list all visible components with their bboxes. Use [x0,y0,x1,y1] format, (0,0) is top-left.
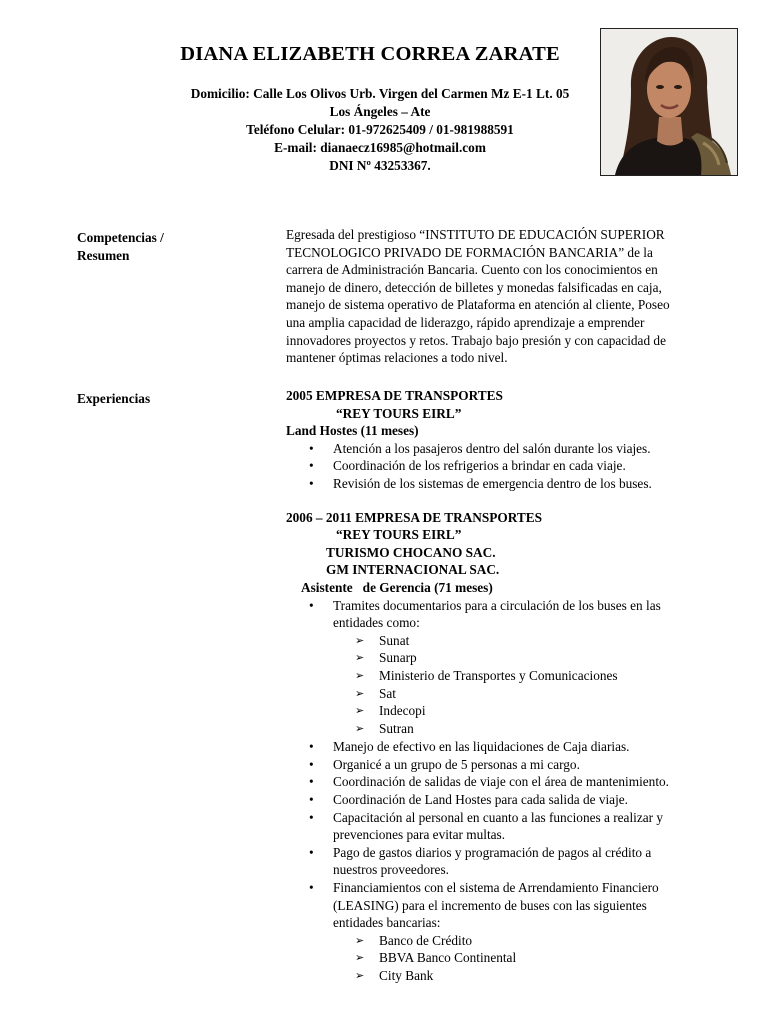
list-item: • Financiamientos con el sistema de Arrendamiento Financiero (LEASING) para el incremento de buses con las siguientes entidades bancarias: [286,879,696,932]
list-item: • Manejo de efectivo en las liquidaciones de Caja diarias. [286,738,696,756]
job-role: Asistente de Gerencia (71 meses) [301,579,493,595]
list-item: • Organicé a un grupo de 5 personas a mi cargo. [286,756,696,774]
list-item: • Coordinación de los refrigerios a brindar en cada viaje. [286,457,696,475]
summary-line: carrera de Administración Bancaria. Cuento con los conocimientos en [286,262,658,278]
contact-block [150,85,610,175]
experiencias-label: Experiencias [77,391,151,406]
duties-list [286,738,696,932]
banks-list [286,932,696,985]
list-item: • Revisión de los sistemas de emergencia dentro de los buses. [286,475,696,493]
list-item: • Capacitación al personal en cuanto a las funciones a realizar y prevenciones para evitar multas. [286,809,696,844]
list-item: ➢ Sunat [286,632,696,650]
list-item: ➢ BBVA Banco Continental [286,949,696,967]
summary-line: TECNOLOGICO PRIVADO DE FORMACIÓN BANCARIA” de la [286,244,653,260]
list-item: ➢ Sat [286,685,696,703]
list-item: • Coordinación de salidas de viaje con el área de mantenimiento. [286,773,696,791]
portrait-illustration [601,29,737,175]
address-line: Domicilio: Calle Los Olivos Urb. Virgen del Carmen Mz E-1 Lt. 05 [190,86,570,101]
list-item: ➢ Indecopi [286,702,696,720]
company-name: “REY TOURS EIRL” [336,527,462,543]
experience-heading: 2006 – 2011 EMPRESA DE TRANSPORTES [286,509,543,525]
list-item: • Atención a los pasajeros dentro del salón durante los viajes. [286,440,696,458]
summary-line: mantener óptimas relaciones a todo nivel. [286,350,508,366]
email-line: E-mail: dianaecz16985@hotmail.com [274,140,486,155]
duties-list [286,597,696,632]
phone-line: Teléfono Celular: 01-972625409 / 01-981988591 [246,122,514,137]
company-name: “REY TOURS EIRL” [336,405,462,421]
experience-list [286,387,696,985]
district-line: Los Ángeles – Ate [329,104,431,119]
list-item: • Coordinación de Land Hostes para cada salida de viaje. [286,791,696,809]
list-item: ➢ Sunarp [286,649,696,667]
dni-line: DNI Nº 43253367. [329,158,431,173]
competencias-label: Competencias / Resumen [77,230,164,263]
summary-line: innovadores proyectos y retos. Trabajo bajo presión y con capacidad de [286,332,666,348]
list-item: • Pago de gastos diarios y programación de pagos al crédito a nuestros proveedores. [286,844,696,879]
company-name: GM INTERNACIONAL SAC. [326,562,500,578]
list-item: ➢ Ministerio de Transportes y Comunicaciones [286,667,696,685]
list-item: • Tramites documentarios para a circulación de los buses en las entidades como: [286,597,696,632]
company-name: TURISMO CHOCANO SAC. [326,544,496,560]
job-role: Land Hostes (11 meses) [286,423,419,439]
list-item: ➢ Sutran [286,720,696,738]
list-item: ➢ City Bank [286,967,696,985]
candidate-name: DIANA ELIZABETH CORREA ZARATE [180,43,560,65]
entities-list [286,632,696,738]
summary-line: una amplia capacidad de liderazgo, rápido aprendizaje a emprender [286,314,645,330]
experience-heading: 2005 EMPRESA DE TRANSPORTES [286,388,503,403]
summary-line: manejo de sistema operativo de Plataforma en atención al cliente, Poseo [286,297,670,313]
summary-line: Egresada del prestigioso “INSTITUTO DE EDUCACIÓN SUPERIOR [286,227,665,242]
list-item: ➢ Banco de Crédito [286,932,696,950]
profile-photo [600,28,738,176]
duties-list [286,440,696,493]
summary-line: manejo de dinero, detección de billetes y monedas falsificadas en caja, [286,279,662,295]
summary-paragraph [286,226,691,367]
